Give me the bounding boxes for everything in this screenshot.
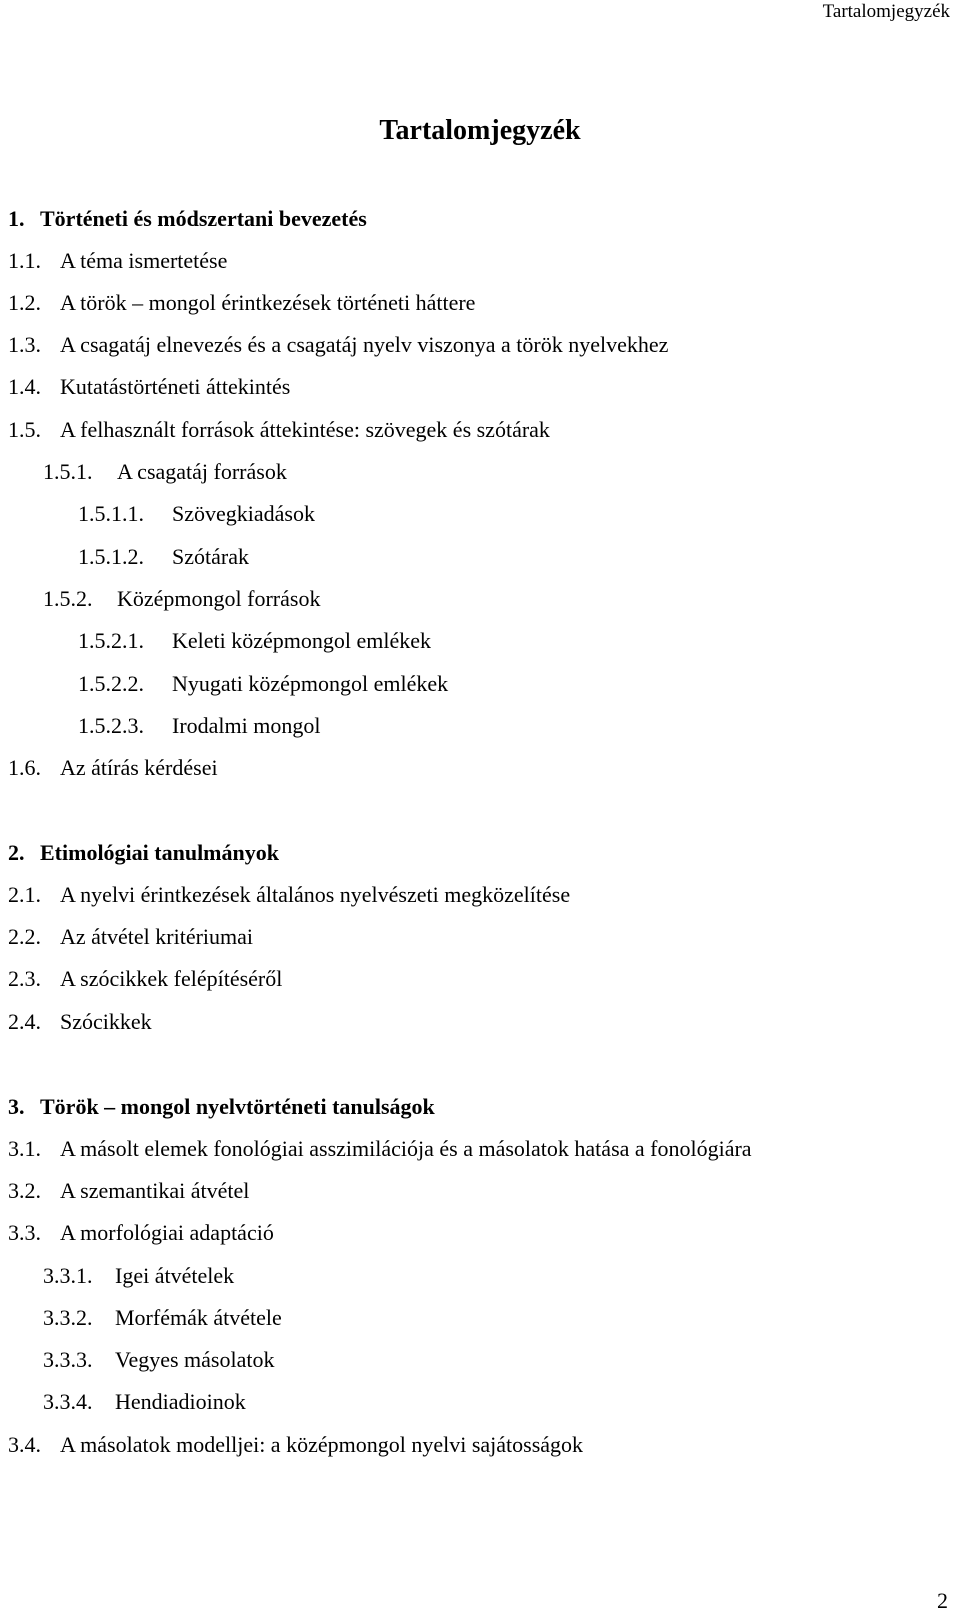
toc-entry-number: 2.2.: [8, 924, 41, 949]
toc-entry-text: Vegyes másolatok: [115, 1347, 275, 1372]
page-title: Tartalomjegyzék: [379, 115, 581, 146]
toc-entry-number: 3.2.: [8, 1178, 41, 1203]
toc-entry-number: 1.5.2.2.: [78, 671, 144, 696]
toc-entry-number: 3.3.4.: [43, 1389, 93, 1414]
toc-entry-text: Nyugati középmongol emlékek: [172, 671, 449, 696]
toc-entry-number: 3.3.: [8, 1220, 41, 1245]
toc-entry-text: Szótárak: [172, 544, 249, 569]
toc-entry-text: A téma ismertetése: [60, 248, 228, 273]
toc-entry-text: Irodalmi mongol: [172, 713, 321, 738]
toc-entry-number: 1.5.1.1.: [78, 501, 144, 526]
toc-entry-text: Szövegkiadások: [172, 501, 315, 526]
toc-entry-number: 1.3.: [8, 332, 41, 357]
toc-entry-text: A szemantikai átvétel: [60, 1178, 250, 1203]
toc-entry-text: A török – mongol érintkezések történeti háttere: [60, 290, 476, 315]
toc-entry-number: 3.: [8, 1094, 25, 1119]
toc-entry-number: 1.5.2.: [43, 586, 93, 611]
toc-entry-number: 2.4.: [8, 1009, 41, 1034]
toc-entry-text: Az átvétel kritériumai: [60, 924, 254, 949]
running-header: Tartalomjegyzék: [822, 1, 950, 22]
toc-entry-text: A csagatáj elnevezés és a csagatáj nyelv viszonya a török nyelvekhez: [60, 332, 669, 357]
toc-entry-text: Etimológiai tanulmányok: [40, 840, 279, 865]
toc-entry-number: 1.: [8, 206, 25, 231]
toc-entry-number: 1.5.1.2.: [78, 544, 144, 569]
toc-entry-number: 2.1.: [8, 882, 41, 907]
toc-entry-number: 3.1.: [8, 1136, 41, 1161]
toc-entry-text: Középmongol források: [117, 586, 321, 611]
toc-entry-text: Az átírás kérdései: [60, 755, 218, 780]
toc-entry-text: A másolatok modelljei: a középmongol nyelvi sajátosságok: [60, 1432, 584, 1457]
toc-entry-number: 1.4.: [8, 374, 41, 399]
toc-entry-text: A szócikkek felépítéséről: [60, 966, 283, 991]
toc-entry-text: A felhasznált források áttekintése: szövegek és szótárak: [60, 417, 550, 442]
toc-entry-text: Igei átvételek: [115, 1263, 235, 1288]
toc-entry-number: 1.6.: [8, 755, 41, 780]
toc-entry-text: Keleti középmongol emlékek: [172, 628, 432, 653]
toc-entry-number: 1.5.2.3.: [78, 713, 144, 738]
toc-entry-text: A csagatáj források: [117, 459, 287, 484]
toc-entry-number: 3.4.: [8, 1432, 41, 1457]
toc-entry-number: 1.5.: [8, 417, 41, 442]
toc-entry-text: A morfológiai adaptáció: [60, 1220, 274, 1245]
toc-entry-text: Hendiadioinok: [115, 1389, 246, 1414]
toc-entry-text: A nyelvi érintkezések általános nyelvészeti megközelítése: [60, 882, 571, 907]
toc-entry-number: 2.3.: [8, 966, 41, 991]
toc-entry-number: 2.: [8, 840, 25, 865]
toc-entry-number: 1.2.: [8, 290, 41, 315]
toc-entry-text: Morfémák átvétele: [115, 1305, 282, 1330]
toc-entry-number: 1.5.2.1.: [78, 628, 144, 653]
toc-entry-text: Kutatástörténeti áttekintés: [60, 374, 291, 399]
toc-entry-number: 3.3.3.: [43, 1347, 93, 1372]
toc-entry-number: 3.3.2.: [43, 1305, 93, 1330]
toc-entry-text: Szócikkek: [60, 1009, 152, 1034]
toc-entry-text: Történeti és módszertani bevezetés: [40, 206, 367, 231]
toc-entry-number: 1.1.: [8, 248, 41, 273]
toc-entry-text: Török – mongol nyelvtörténeti tanulságok: [40, 1094, 435, 1119]
toc-entry-text: A másolt elemek fonológiai asszimilációja és a másolatok hatása a fonológiára: [60, 1136, 752, 1161]
toc-entry-number: 3.3.1.: [43, 1263, 93, 1288]
page-number: 2: [937, 1588, 948, 1613]
toc-entry-number: 1.5.1.: [43, 459, 93, 484]
